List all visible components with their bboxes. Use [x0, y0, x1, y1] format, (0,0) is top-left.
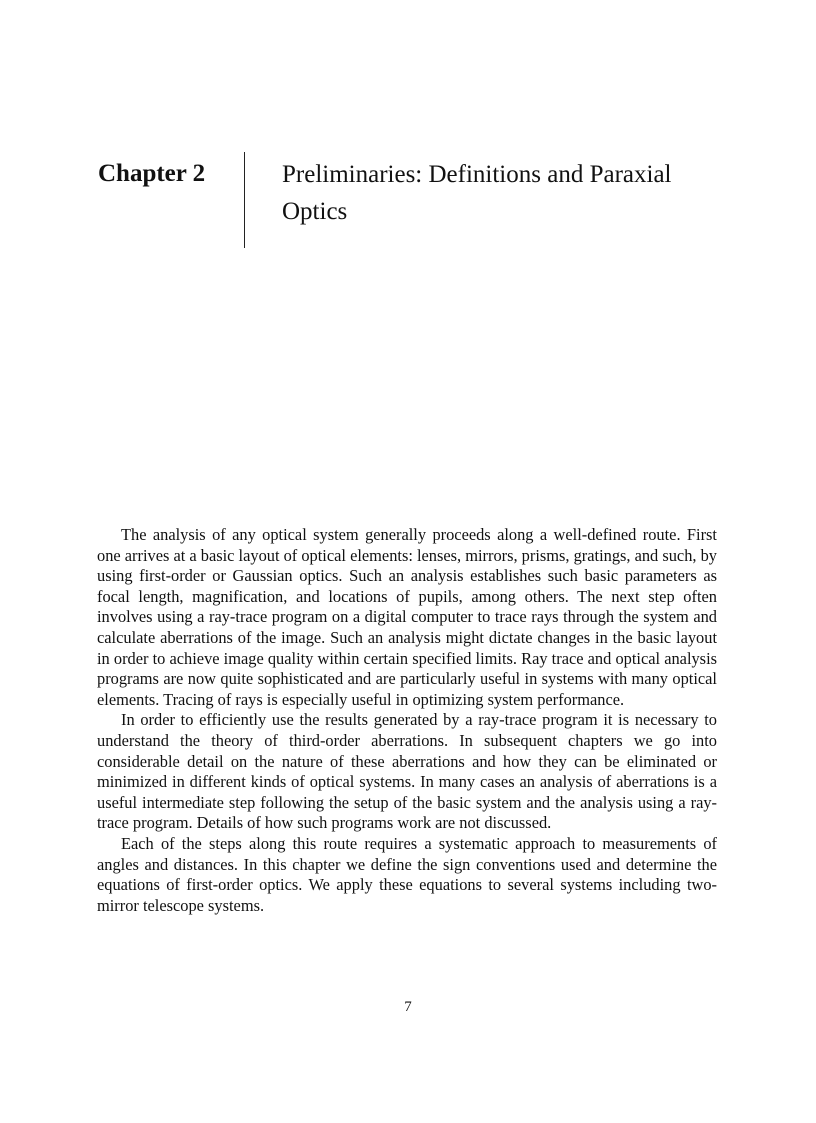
paragraph-1: The analysis of any optical system generally proceeds along a well-defined route. First one arrives at a basic layout of optical elements: lenses, mirrors, prisms, gratings, and such, by using first-order or Gaussian optics. Such an analysis establishes such basic parameters as focal length, magnification, and locations of pupils, among others. The next step often involves using a ray-trace program on a digital computer to trace rays through the system and calculate aberrations of the image. Such an analysis might dictate changes in the basic layout in order to achieve image quality within certain specified limits. Ray trace and optical analysis programs are now quite sophisticated and are particularly useful in systems with many optical elements. Tracing of rays is especially useful in optimizing system performance.: [97, 525, 717, 709]
chapter-title: Preliminaries: Definitions and Paraxial Optics: [282, 161, 672, 225]
body-text: [97, 525, 717, 916]
page-number: 7: [404, 999, 412, 1015]
paragraph-3: Each of the steps along this route requires a systematic approach to measurements of angles and distances. In this chapter we define the sign conventions used and determine the equations of first-order optics. We apply these equations to several systems including two-mirror telescope systems.: [97, 833, 717, 915]
chapter-divider: [244, 152, 245, 248]
paragraph-2: In order to efficiently use the results generated by a ray-trace program it is necessary to understand the theory of third-order aberrations. In subsequent chapters we go into considerable detail on the nature of these aberrations and how they can be eliminated or minimized in different kinds of optical systems. In many cases an analysis of aberrations is a useful intermediate step following the setup of the basic system and the analysis using a ray-trace program. Details of how such programs work are not discussed.: [97, 710, 717, 833]
chapter-label: Chapter 2: [98, 160, 206, 187]
